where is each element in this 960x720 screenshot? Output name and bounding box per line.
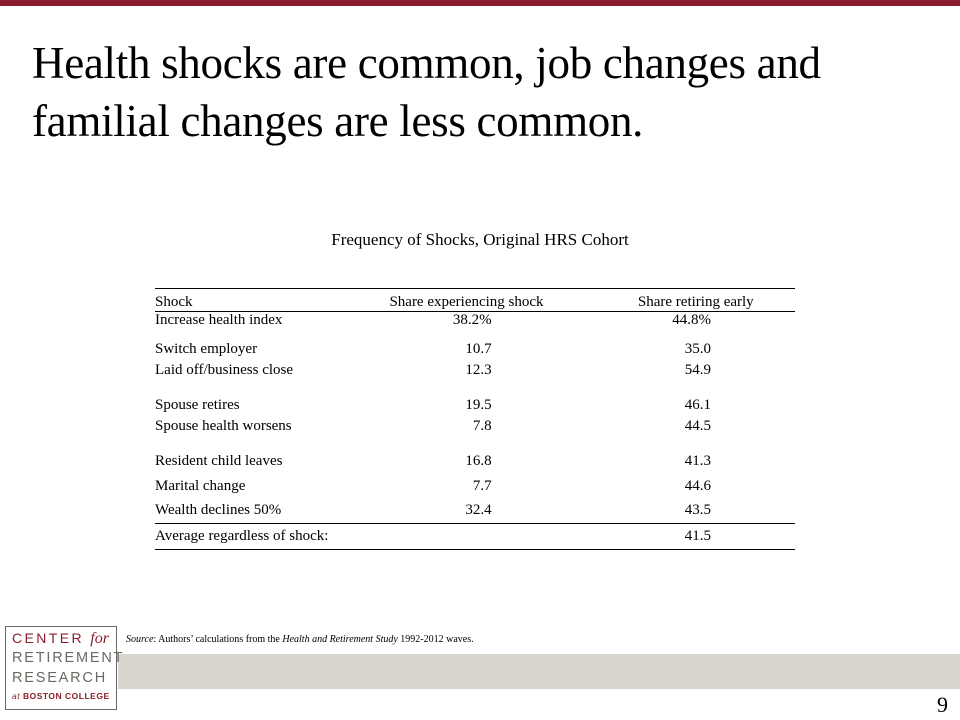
- average-label-cell: Average regardless of shock:: [155, 528, 329, 544]
- share-retiring-cell: 43.5: [684, 502, 711, 519]
- crr-logo: [5, 626, 125, 710]
- logo-center-text: CENTER: [12, 630, 84, 646]
- source-study-name: Health and Retirement Study: [282, 634, 398, 645]
- column-header-share-experiencing: Share experiencing shock: [389, 294, 544, 310]
- table-row: [155, 362, 795, 393]
- share-experiencing-cell: 32.4: [465, 502, 492, 519]
- table-caption: Frequency of Shocks, Original HRS Cohort: [331, 230, 629, 249]
- table-header-row: [155, 289, 795, 312]
- share-retiring-cell: 54.9: [684, 361, 711, 378]
- logo-boston-college-text: BOSTON COLLEGE: [22, 691, 110, 701]
- average-share-experiencing-cell: [351, 524, 591, 550]
- table-row: [155, 312, 795, 337]
- logo-line-boston-college: [12, 691, 110, 701]
- share-retiring-cell: 44.8%: [672, 312, 711, 328]
- slide-title: Health shocks are common, job changes and familial changes are less common.: [32, 38, 821, 146]
- share-retiring-cell: 44.6: [684, 477, 711, 494]
- table-row: [155, 474, 795, 499]
- table-row: [155, 393, 795, 418]
- share-retiring-cell: 41.3: [684, 452, 711, 469]
- table-row: [155, 499, 795, 524]
- logo-at-text: at: [12, 691, 21, 701]
- shock-cell: Laid off/business close: [155, 361, 294, 378]
- table-footer-row: [155, 524, 795, 550]
- share-experiencing-cell: 19.5: [465, 396, 492, 413]
- share-experiencing-cell: 10.7: [465, 340, 492, 357]
- top-accent-bar: [0, 0, 960, 6]
- share-experiencing-cell: 7.8: [472, 417, 492, 434]
- column-header-share-retiring: Share retiring early: [637, 294, 754, 310]
- source-text-before: : Authors’ calculations from the: [153, 634, 283, 645]
- page-number: 9: [937, 692, 948, 717]
- footer-band: [118, 654, 960, 689]
- shocks-table: [155, 288, 795, 550]
- share-retiring-cell: 44.5: [684, 417, 711, 434]
- logo-line-research: RESEARCH: [12, 670, 107, 686]
- source-label: Source: [126, 634, 154, 645]
- shock-cell: Increase health index: [155, 312, 283, 328]
- table-row: [155, 418, 795, 449]
- column-header-shock: Shock: [155, 294, 193, 310]
- shock-cell: Spouse health worsens: [155, 417, 292, 434]
- shock-cell: Wealth declines 50%: [155, 502, 282, 519]
- share-retiring-cell: 35.0: [684, 340, 711, 357]
- logo-line-center: [12, 630, 109, 648]
- shock-cell: Switch employer: [155, 340, 258, 357]
- share-experiencing-cell: 12.3: [465, 361, 492, 378]
- share-retiring-cell: 46.1: [684, 396, 711, 413]
- source-note: [126, 634, 474, 645]
- shock-cell: Marital change: [155, 477, 246, 494]
- average-share-retiring-cell: 41.5: [684, 528, 711, 544]
- logo-line-retirement: RETIREMENT: [12, 650, 125, 666]
- shock-cell: Resident child leaves: [155, 452, 283, 469]
- table-row: [155, 449, 795, 474]
- table-row: [155, 337, 795, 362]
- share-experiencing-cell: 38.2%: [452, 312, 492, 328]
- share-experiencing-cell: 7.7: [472, 477, 492, 494]
- logo-for-text: for: [90, 630, 109, 647]
- source-text-after: 1992-2012 waves.: [397, 634, 474, 645]
- shock-cell: Spouse retires: [155, 396, 240, 413]
- share-experiencing-cell: 16.8: [465, 452, 492, 469]
